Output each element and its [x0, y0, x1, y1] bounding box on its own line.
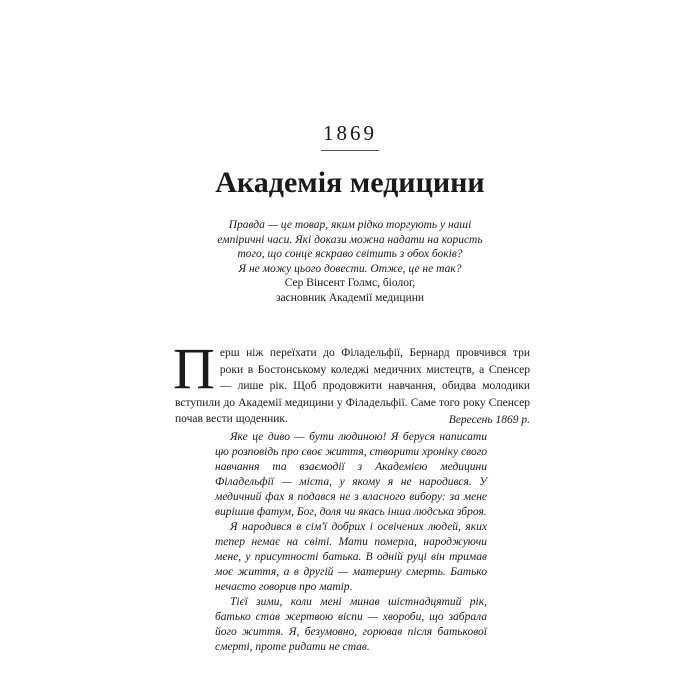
diary-paragraph: Яке це диво — бути людиною! Я беруся написати цю розповідь про своє життя, створити хроніку свого навчання та взаємодії з Академією медицини Філадельфії — міста, у якому я не народився. У медичний фах я подався не з власного вибору: за мене вирішив фатум, Бог, доля чи якась інша людська зброя. [215, 431, 487, 518]
chapter-year: 1869 [323, 121, 377, 145]
epigraph-line: Правда — це товар, яким рідко торгують у наші [228, 219, 472, 231]
epigraph [200, 218, 500, 306]
epigraph-attribution: Сер Вінсент Голмс, біолог, [284, 277, 416, 290]
year-divider [321, 150, 379, 151]
epigraph-line: емпіричні часи. Які докази можна надати на користь [217, 233, 483, 246]
chapter-title: Академія медицини [215, 166, 485, 199]
intro-text: ерш ніж переїхати до Філадельфії, Бернард провчився три роки в Бостонському коледжі медичних мистецтв, а Спенсер — лише рік. Щоб продовжити навчання, обидва молодики вступили до Академії медицини у Філадельфії. Саме того року Спенсер почав вести щоденник. [175, 347, 530, 425]
diary-paragraph: Тієї зими, коли мені минав шістнадцятий рік, батько став жертвою віспи — хвороби, що забрала його життя. Я, безумовно, горював після батькової смерті, проте ридати не став. [215, 596, 487, 653]
diary-entry [215, 430, 487, 655]
epigraph-line: Я не можу цього довести. Отже, це не так? [238, 262, 462, 275]
diary-paragraph: Я народився в сім'ї добрих і освічених людей, яких тепер немає на світі. Мати померла, народжуючи мене, у присутності батька. В одній руці він тримав моє життя, а в другій — материну смерть. Батько нечасто говорив про матір. [215, 521, 487, 593]
epigraph-attribution: засновник Академії медицини [275, 291, 425, 304]
drop-cap: П [173, 336, 215, 401]
diary-date: Вересень 1869 р. [448, 414, 530, 426]
epigraph-line: того, що сонце яскраво світить з обох боків? [237, 248, 463, 261]
